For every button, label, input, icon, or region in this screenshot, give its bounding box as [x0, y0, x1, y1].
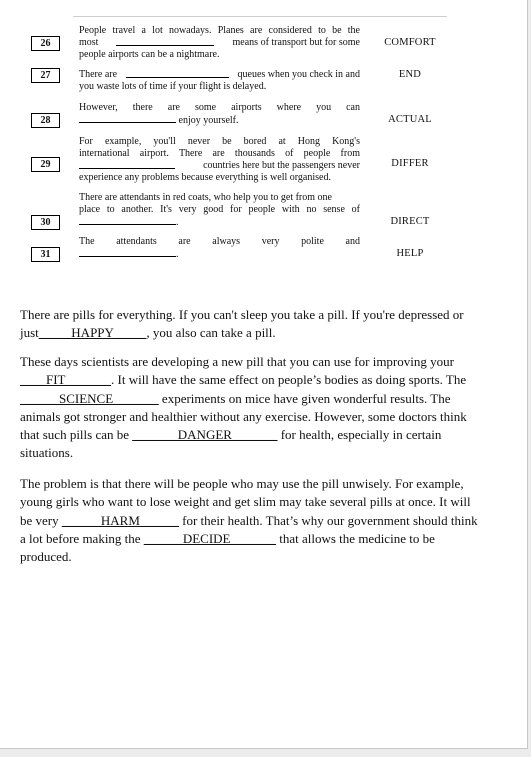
stem-word: COMFORT — [384, 37, 436, 48]
stem-word: END — [398, 69, 422, 80]
filled-answer: ______HARM______ — [61, 512, 179, 528]
item-text: There are attendants in red coats, who help you to get from one place to another. It's very good for people with no sense of . — [79, 192, 360, 228]
paragraph-3: The problem is that there will be people who may use the pill unwisely. For example, young girls who want to lose weight and get slim may take several pills at once. It will be very ______HARM______ for their health. That’s why our government should think a lot before making the ______DECIDE_______ that allows the medicine to be produced. — [20, 476, 478, 565]
item-text: The attendants are always very polite and . — [79, 236, 360, 260]
item-number-box: 31 — [31, 247, 60, 262]
stem-word: DIFFER — [391, 158, 429, 169]
answer-blank[interactable] — [79, 248, 176, 257]
item-text: For example, you'll never be bored at Hong Kong's international airport. There are thousands of people from countries here but the passengers never experience any problems because everything is well organised. — [79, 136, 360, 183]
answer-blank[interactable] — [79, 160, 175, 169]
paragraph-1: There are pills for everything. If you can't sleep you take a pill. If you're depressed or just_____HAPPY_____, you also can take a pill. — [20, 307, 464, 341]
answer-blank[interactable] — [116, 37, 214, 46]
item-text: However, there are some airports where you can enjoy yourself. — [79, 102, 360, 126]
answer-blank[interactable] — [79, 216, 176, 225]
item-number-box: 30 — [31, 215, 60, 230]
filled-answer: ______DECIDE_______ — [143, 530, 276, 546]
filled-answer: ______SCIENCE_______ — [20, 390, 159, 406]
filled-answer: _______DANGER_______ — [132, 427, 278, 443]
item-text: There are queues when you check in and you waste lots of time if your flight is delayed. — [79, 69, 360, 92]
item-number-box: 27 — [31, 68, 60, 83]
item-number-box: 29 — [31, 157, 60, 172]
item-number-box: 28 — [31, 113, 60, 128]
stem-word: ACTUAL — [388, 114, 432, 125]
item-number-box: 26 — [31, 36, 60, 51]
top-rule — [73, 16, 447, 17]
filled-answer: _____HAPPY_____ — [38, 325, 147, 341]
answer-blank[interactable] — [79, 114, 176, 123]
paragraph-2: These days scientists are developing a new pill that you can use for improving your ____FIT_______. It will have the same effect on people’s bodies as doing sports. The ______SCIENCE_______ experiments on mice have given wonderful results. The animals got stronger and healthier without any exercise. However, some doctors think that such pills can be _______DANGER_______ for health, especially in certain situations. — [20, 354, 467, 461]
filled-answer: ____FIT_______ — [20, 372, 111, 388]
answer-blank[interactable] — [126, 69, 229, 78]
stem-word: HELP — [396, 248, 424, 259]
item-text: People travel a lot nowadays. Planes are considered to be the most means of transport but for some people airports can be a nightmare. — [79, 25, 360, 60]
stem-word: DIRECT — [390, 216, 430, 227]
